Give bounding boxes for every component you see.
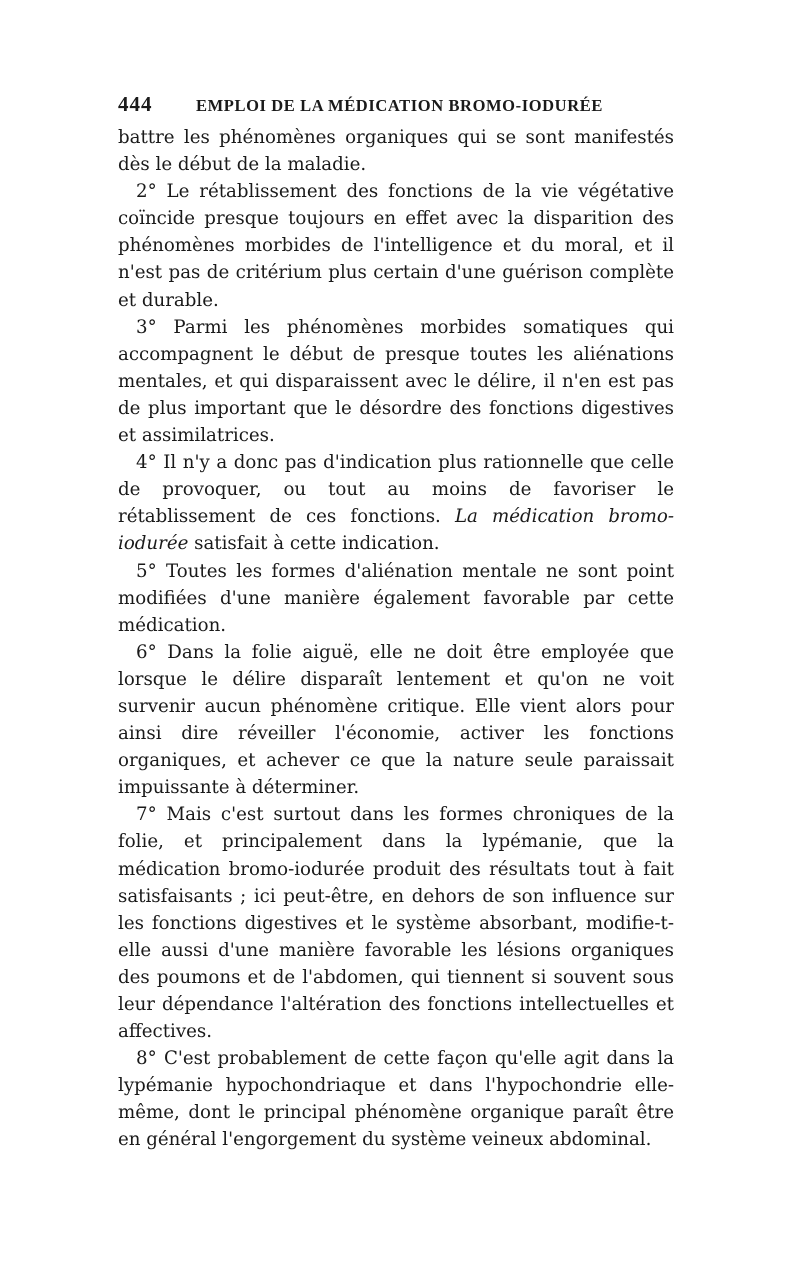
paragraph-point-4-italic: La médication bromo-iodurée xyxy=(118,506,674,555)
paragraph-continuation: battre les phénomènes organiques qui se sont manifestés dès le début de la maladie. xyxy=(118,127,674,176)
paragraph-point-4 xyxy=(118,449,674,557)
paragraph-point-4-text-after: satisfait à cette indication. xyxy=(188,533,440,555)
paragraph-point-2: 2° Le rétablissement des fonctions de la vie végétative coïncide presque toujours en effet avec la disparition des phénomènes morbides de l'intelligence et du moral, et il n'est pas de critérium plus certain d'une guérison complète et durable. xyxy=(118,181,674,311)
running-title: EMPLOI DE LA MÉDICATION BROMO-IODURÉE xyxy=(196,96,603,115)
paragraph-point-5: 5° Toutes les formes d'aliénation mentale ne sont point modifiées d'une manière également favorable par cette médication. xyxy=(118,560,674,636)
body-text xyxy=(118,124,674,1154)
paragraph-point-8: 8° C'est probablement de cette façon qu'elle agit dans la lypémanie hypochondriaque et dans l'hypochondrie elle-même, dont le principal phénomène organique paraît être en général l'engorgement du système veineux abdominal. xyxy=(118,1048,674,1151)
paragraph-point-4-text-before: 4° Il n'y a donc pas d'indication plus rationnelle que celle de provoquer, ou tout au moins de favoriser le rétablissement de ces fonctions. xyxy=(118,452,674,528)
paragraph-point-6: 6° Dans la folie aiguë, elle ne doit être employée que lorsque le délire disparaît lentement et qu'on ne voit survenir aucun phénomène critique. Elle vient alors pour ainsi dire réveiller l'économie, activer les fonctions organiques, et achever ce que la nature seule paraissait impuissante à déterminer. xyxy=(118,641,674,799)
page-number: 444 xyxy=(118,92,153,116)
paragraph-point-3: 3° Parmi les phénomènes morbides somatiques qui accompagnent le début de presque toutes les aliénations mentales, et qui disparaissent avec le délire, il n'en est pas de plus important que le désordre des fonctions digestives et assimilatrices. xyxy=(118,316,674,447)
book-page xyxy=(118,92,674,1154)
paragraph-point-7: 7° Mais c'est surtout dans les formes chroniques de la folie, et principalement dans la lypémanie, que la médication bromo-iodurée produit des résultats tout à fait satisfaisants ; ici peut-être, en dehors de son influence sur les fonctions digestives et le système absorbant, modifie-t-elle aussi d'une manière favorable les lésions organiques des poumons et de l'abdomen, qui tiennent si souvent sous leur dépendance l'altération des fonctions intellectuelles et affectives. xyxy=(118,804,674,1043)
running-head xyxy=(118,92,674,122)
